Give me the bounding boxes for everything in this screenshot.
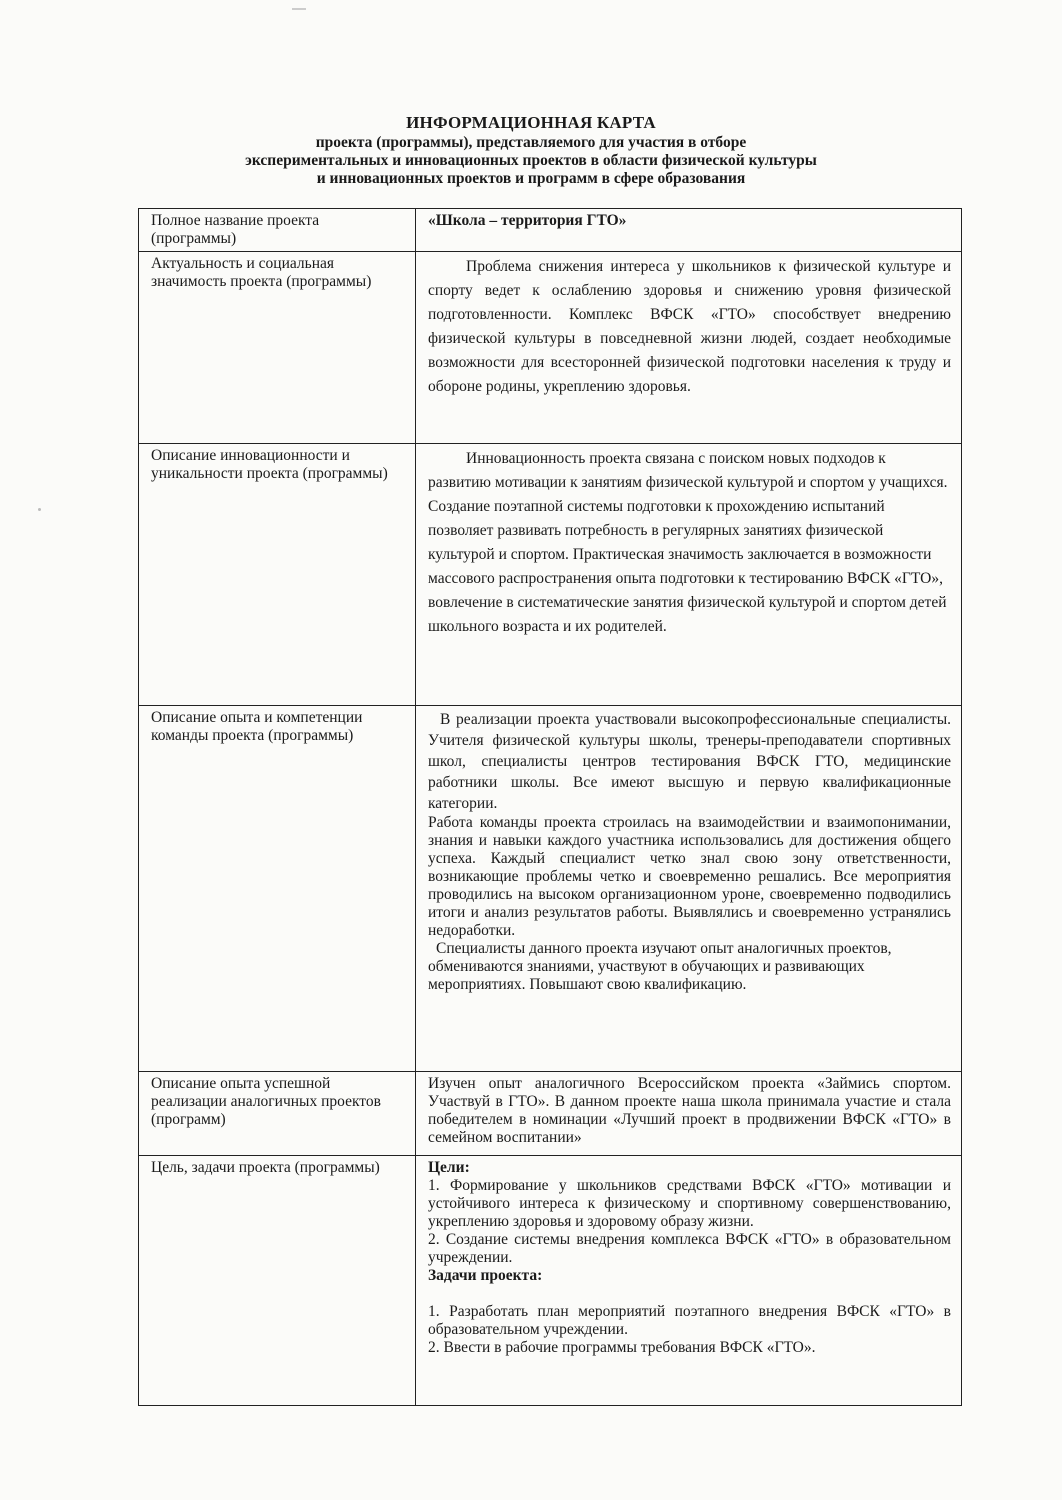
value-project-name: «Школа – территория ГТО» <box>416 209 962 252</box>
table-row-project-name <box>139 209 962 252</box>
information-card-table <box>138 208 962 1406</box>
value-team-paragraph-3: Специалисты данного проекта изучают опыт аналогичных проектов, обмениваются знаниями, участвуют в обучающих и развивающих мероприятиях. Повышают свою квалификацию. <box>428 940 892 993</box>
label-project-name: Полное название проекта (программы) <box>139 209 416 252</box>
label-relevance: Актуальность и социальная значимость проекта (программы) <box>139 252 416 444</box>
document-title: ИНФОРМАЦИОННАЯ КАРТА <box>406 113 656 132</box>
goals-heading: Цели: <box>428 1159 470 1176</box>
table-row-team <box>139 706 962 1072</box>
value-relevance: Проблема снижения интереса у школьников к физической культуре и спорту ведет к ослаблению здоровья и снижению уровня физической подготовленности. Комплекс ВФСК «ГТО» способствует внедрению физической культуры в повседневной жизни людей, создает необходимые возможности для всесторонней физической подготовки населения к труду и обороне родины, укреплению здоровья. <box>428 258 951 395</box>
table-row-goals <box>139 1156 962 1406</box>
table-row-relevance <box>139 252 962 444</box>
document-subtitle-line-3: и инновационных проектов и программ в сфере образования <box>316 170 746 187</box>
table-row-innovation <box>139 444 962 706</box>
spacer <box>428 1285 951 1303</box>
tasks-heading: Задачи проекта: <box>428 1267 543 1284</box>
value-team-paragraph-2: Работа команды проекта строилась на взаимодействии и взаимопонимании, знания и навыки каждого участника использовались для достижения общего успеха. Каждый специалист четко знал свою зону ответственности, возникающие проблемы четко и своевременно решались. Все мероприятия проводились на высоком организационном уроне, своевременно подводились итоги и анализ результатов работы. Выявлялись и своевременно устранялись недоработки. <box>428 814 951 939</box>
label-team: Описание опыта и компетенции команды проекта (программы) <box>139 706 416 1072</box>
scan-speck <box>38 508 41 511</box>
value-experience: Изучен опыт аналогичного Всероссийском проекта «Займись спортом. Участвуй в ГТО». В данном проекте наша школа принимала участие и стала победителем в номинации «Лучший проект в продвижении ВФСК «ГТО» в семейном воспитании» <box>428 1075 951 1146</box>
label-experience: Описание опыта успешной реализации аналогичных проектов (программ) <box>139 1072 416 1156</box>
document-subtitle-line-2: экспериментальных и инновационных проектов в области физической культуры <box>245 152 817 169</box>
document-header <box>0 112 1062 188</box>
task-item-2: 2. Ввести в рабочие программы требования ВФСК «ГТО». <box>428 1339 816 1356</box>
goal-item-1: 1. Формирование у школьников средствами ВФСК «ГТО» мотивации и устойчивого интереса к физическому и спортивному совершенствованию, укреплению здоровья и здоровому образу жизни. <box>428 1177 951 1230</box>
document-subtitle-line-1: проекта (программы), представляемого для участия в отборе <box>315 134 747 151</box>
value-innovation: Инновационность проекта связана с поиском новых подходов к развитию мотивации к занятиям физической культурой и спортом у учащихся. Создание поэтапной системы подготовки к прохождению испытаний позволяет развивать потребность в регулярных занятиях физической культурой и спортом. Практическая значимость заключается в возможности массового распространения опыта подготовки к тестированию ВФСК «ГТО», вовлечение в систематические занятия физической культурой и спортом детей школьного возраста и их родителей. <box>428 450 948 635</box>
label-goals: Цель, задачи проекта (программы) <box>139 1156 416 1406</box>
task-item-1: 1. Разработать план мероприятий поэтапного внедрения ВФСК «ГТО» в образовательном учреждении. <box>428 1303 951 1338</box>
value-team-paragraph-1: В реализации проекта участвовали высокопрофессиональные специалисты. Учителя физической культуры школы, тренеры-преподаватели спортивных школ, специалисты центров тестирования ВФСК ГТО, медицинские работники школы. Все имеют высшую и первую квалификационные категории. <box>428 711 951 812</box>
table-row-experience <box>139 1072 962 1156</box>
scan-speck <box>292 8 306 10</box>
goal-item-2: 2. Создание системы внедрения комплекса ВФСК «ГТО» в образовательном учреждении. <box>428 1231 951 1266</box>
label-innovation: Описание инновационности и уникальности проекта (программы) <box>139 444 416 706</box>
